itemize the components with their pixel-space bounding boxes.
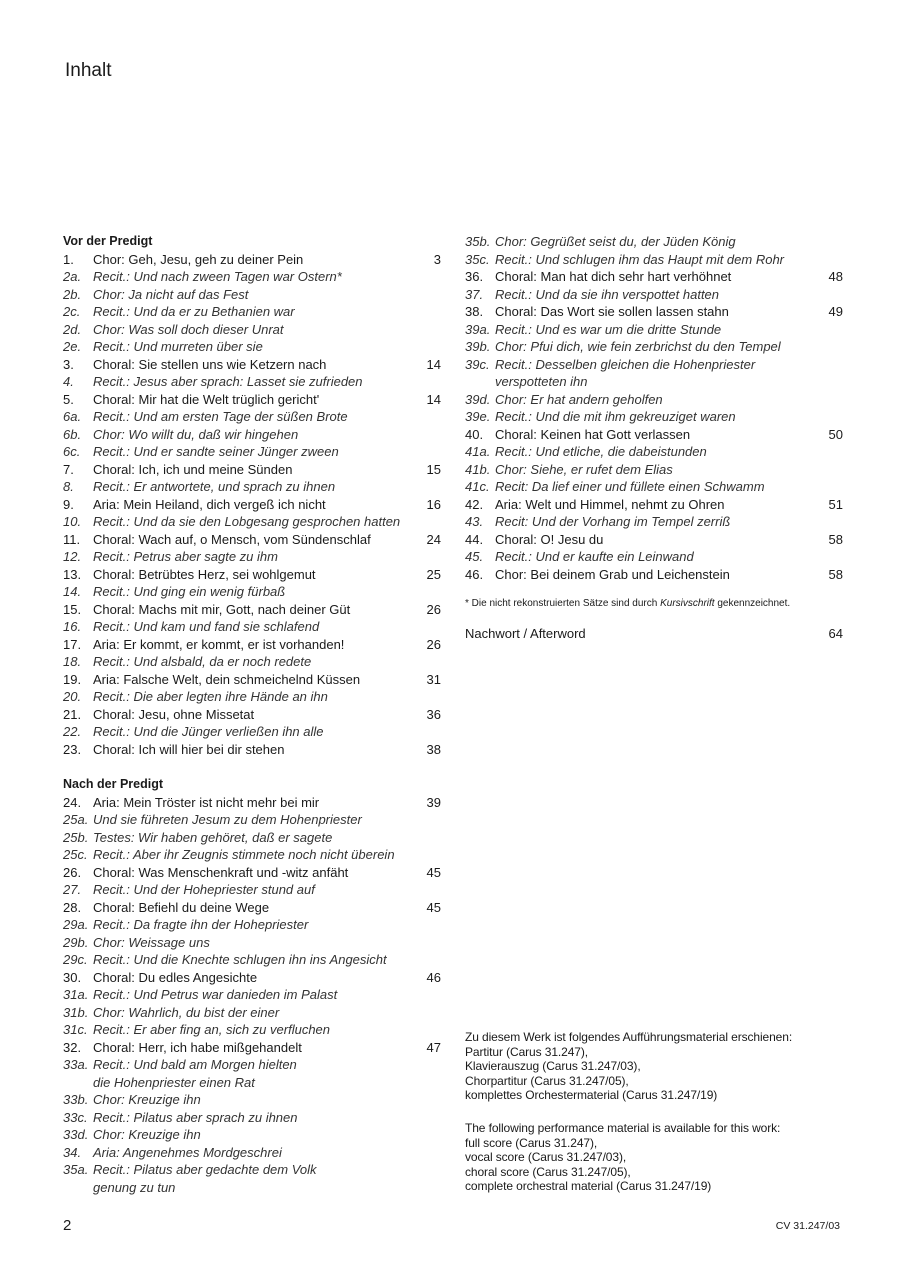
contents-entry (63, 706, 441, 724)
contents-entry (465, 443, 843, 461)
entry-title-continuation: genung zu tun (93, 1179, 176, 1195)
entry-title: Recit.: Und da sie den Lobgesang gesprochen hatten (93, 514, 401, 529)
page-number: 24 (426, 531, 441, 547)
page-number: 47 (426, 1039, 441, 1055)
entry-title: Aria: Falsche Welt, dein schmeichelnd Küssen (93, 671, 361, 687)
entry-title: Recit.: Und er kaufte ein Leinwand (495, 549, 694, 564)
entry-title: Recit.: Und da er zu Bethanien war (93, 304, 295, 319)
contents-entry (63, 566, 441, 584)
contents-entry (63, 461, 441, 479)
entry-title: Choral: Mir hat die Welt trüglich gericht' (93, 391, 320, 407)
entry-number: 33c. (63, 1109, 88, 1125)
contents-entry (63, 408, 441, 426)
contents-list (63, 251, 441, 759)
entry-number: 22. (63, 724, 82, 739)
entry-number: 35a. (63, 1162, 89, 1177)
entry-title: Recit.: Und die mit ihm gekreuziget waren (495, 409, 736, 424)
entry-number: 2e. (63, 339, 82, 354)
entry-title: Recit.: Und murreten über sie (93, 339, 263, 354)
entry-number: 29c. (63, 952, 88, 967)
entry-number: 43. (465, 514, 484, 529)
contents-entry (465, 496, 843, 514)
entry-number: 20. (63, 689, 82, 704)
entry-number: 41a. (465, 444, 491, 459)
contents-entry (63, 986, 441, 1004)
contents-entry (63, 916, 441, 934)
page-number: 49 (828, 304, 843, 319)
entry-number: 6c. (63, 444, 81, 459)
page-number: 38 (426, 741, 441, 757)
entry-title: Choral: O! Jesu du (495, 531, 604, 547)
entry-number: 35b. (465, 234, 491, 249)
entry-title: Recit: Und der Vorhang im Tempel zerriß (495, 514, 731, 529)
entry-title: Choral: Keinen hat Gott verlassen (495, 426, 691, 442)
page-number: 48 (828, 269, 843, 284)
contents-entry (63, 1021, 441, 1039)
entry-title: Chor: Er hat andern geholfen (495, 391, 663, 407)
footer-catalog-code: CV 31.247/03 (775, 1220, 840, 1232)
entry-title: Recit.: Und alsbald, da er noch redete (93, 654, 312, 669)
contents-entry (63, 794, 441, 812)
contents-entry (465, 531, 843, 549)
afterword-title: Nachwort / Afterword (465, 626, 586, 641)
entry-title: Choral: Du edles Angesichte (93, 969, 258, 985)
entry-number: 9. (63, 496, 74, 512)
entry-number: 19. (63, 671, 82, 687)
entry-title: Recit.: Petrus aber sagte zu ihm (93, 549, 278, 564)
entry-number: 15. (63, 601, 82, 617)
entry-title: Recit.: Und am ersten Tage der süßen Brote (93, 409, 348, 424)
contents-left-column (63, 233, 441, 1196)
entry-title: Recit.: Er antwortete, und sprach zu ihnen (93, 479, 336, 494)
contents-entry (63, 1056, 441, 1074)
entry-title: Chor: Wo willt du, daß wir hingehen (93, 426, 299, 442)
contents-entry (63, 548, 441, 566)
entry-title: Chor: Siehe, er rufet dem Elias (495, 461, 673, 477)
entry-number: 42. (465, 496, 484, 512)
contents-entry (465, 303, 843, 321)
page-number: 39 (426, 794, 441, 810)
page-number: 50 (828, 426, 843, 442)
entry-number: 1. (63, 251, 74, 267)
entry-number: 6a. (63, 409, 82, 424)
entry-number: 24. (63, 794, 82, 810)
contents-entry (63, 321, 441, 339)
contents-entry (63, 1004, 441, 1022)
contents-entry (63, 829, 441, 847)
entry-title: Aria: Er kommt, er kommt, er ist vorhanden! (93, 636, 345, 652)
entry-number: 31c. (63, 1022, 88, 1037)
entry-title: Recit.: Und es war um die dritte Stunde (495, 321, 722, 337)
contents-entry (63, 811, 441, 829)
contents-entry (63, 513, 441, 531)
entry-number: 16. (63, 619, 82, 634)
entry-number: 44. (465, 531, 484, 547)
entry-title: Recit.: Und nach zween Tagen war Ostern* (93, 269, 342, 284)
contents-entry (465, 251, 843, 269)
afterword-entry (465, 625, 843, 643)
entry-number: 39a. (465, 321, 491, 337)
entry-number: 27. (63, 882, 82, 897)
entry-title: Choral: Ich will hier bei dir stehen (93, 741, 285, 757)
entry-title: Choral: Machs mit mir, Gott, nach deiner Güt (93, 601, 351, 617)
contents-entry (63, 1144, 441, 1162)
entry-number: 33b. (63, 1092, 89, 1107)
page-number: 25 (426, 566, 441, 582)
contents-entry (465, 426, 843, 444)
entry-number: 39c. (465, 356, 490, 372)
entry-title: Aria: Angenehmes Mordgeschrei (93, 1144, 282, 1160)
contents-entry (465, 321, 843, 339)
entry-title: Recit.: Und bald am Morgen hielten (93, 1057, 297, 1072)
contents-entry (63, 671, 441, 689)
page-number: 46 (426, 969, 441, 985)
contents-entry (63, 531, 441, 549)
entry-title: Recit.: Und die Jünger verließen ihn alle (93, 724, 324, 739)
entry-title: Chor: Weissage uns (93, 934, 210, 950)
entry-number: 12. (63, 549, 82, 564)
page-number: 26 (426, 636, 441, 652)
entry-title: Chor: Gegrüßet seist du, der Jüden König (495, 234, 736, 249)
contents-entry (63, 268, 441, 286)
contents-entry (63, 899, 441, 917)
contents-entry (63, 1126, 441, 1144)
entry-number: 39e. (465, 409, 491, 424)
entry-number: 37. (465, 286, 484, 302)
entry-number: 39d. (465, 391, 491, 407)
entry-number: 40. (465, 426, 484, 442)
contents-entry (63, 618, 441, 636)
page-number: 58 (828, 531, 843, 547)
entry-number: 36. (465, 269, 484, 284)
contents-entry (63, 969, 441, 987)
entry-title: Aria: Welt und Himmel, nehmt zu Ohren (495, 496, 725, 512)
entry-number: 25c. (63, 847, 88, 862)
entry-title: Recit.: Er aber fing an, sich zu verfluchen (93, 1022, 331, 1037)
entry-number: 2a. (63, 269, 82, 284)
entry-number: 13. (63, 566, 82, 582)
entry-title: Aria: Mein Heiland, dich vergeß ich nicht (93, 496, 326, 512)
entry-number: 41b. (465, 461, 491, 477)
contents-entry (63, 303, 441, 321)
entry-number: 29b. (63, 934, 89, 950)
entry-title: Chor: Geh, Jesu, geh zu deiner Pein (93, 251, 304, 267)
page-number: 51 (828, 496, 843, 512)
contents-entry (465, 548, 843, 566)
entry-number: 39b. (465, 339, 491, 354)
entry-number: 34. (63, 1144, 82, 1160)
entry-title: Recit.: Jesus aber sprach: Lasset sie zufrieden (93, 374, 363, 389)
entry-title: Recit.: Und ging ein wenig fürbaß (93, 584, 286, 599)
performance-material-english: The following performance material is available for this work: full score (Carus 31.247), vocal score (Carus 31.247/03), choral score (Carus 31.247/05), complete orchestral material (Carus 31.247/19) (465, 1121, 781, 1193)
contents-entry (63, 688, 441, 706)
contents-entry (63, 338, 441, 356)
contents-entry (465, 478, 843, 496)
entry-number: 31a. (63, 987, 89, 1002)
entry-number: 25b. (63, 829, 89, 845)
entry-number: 31b. (63, 1004, 89, 1020)
entry-title-continuation: die Hohenpriester einen Rat (93, 1074, 255, 1090)
page-number: 3 (433, 251, 441, 267)
page-number: 36 (426, 706, 441, 722)
entry-title: Choral: Sie stellen uns wie Ketzern nach (93, 356, 327, 372)
contents-entry (63, 443, 441, 461)
page-number: 15 (426, 461, 441, 477)
entry-number: 10. (63, 514, 82, 529)
entry-title: Recit.: Und da sie ihn verspottet hatten (495, 286, 720, 302)
entry-title: Recit.: Und die Knechte schlugen ihn ins Angesicht (93, 952, 387, 967)
contents-entry (63, 951, 441, 969)
contents-entry (465, 338, 843, 356)
section-heading: Nach der Predigt (63, 777, 164, 791)
entry-title: Testes: Wir haben gehöret, daß er sagete (93, 829, 333, 845)
contents-entry (465, 356, 843, 374)
contents-entry (63, 391, 441, 409)
entry-number: 14. (63, 584, 82, 599)
entry-title: Recit.: Und Petrus war danieden im Palast (93, 987, 338, 1002)
contents-entry (63, 496, 441, 514)
entry-title: Recit.: Aber ihr Zeugnis stimmete noch nicht überein (93, 847, 395, 862)
entry-number: 3. (63, 356, 74, 372)
contents-list (63, 794, 441, 1197)
entry-title: Recit.: Die aber legten ihre Hände an ihn (93, 689, 328, 704)
entry-title: Choral: Man hat dich sehr hart verhöhnet (495, 269, 732, 284)
contents-entry (63, 1091, 441, 1109)
entry-number: 2d. (63, 321, 82, 337)
entry-number: 28. (63, 899, 82, 915)
contents-entry (63, 881, 441, 899)
contents-entry (465, 268, 843, 286)
entry-number: 17. (63, 636, 82, 652)
contents-entry (63, 478, 441, 496)
contents-entry (63, 1161, 441, 1179)
page-number: 31 (426, 671, 441, 687)
entry-number: 46. (465, 566, 484, 582)
entry-title: Recit.: Da fragte ihn der Hohepriester (93, 917, 309, 932)
entry-title: Recit.: Und schlugen ihm das Haupt mit dem Rohr (495, 251, 785, 267)
entry-number: 26. (63, 864, 82, 880)
performance-material-german: Zu diesem Werk ist folgendes Aufführungsmaterial erschienen: Partitur (Carus 31.247), Klavierauszug (Carus 31.247/03), Chorpartitur (Carus 31.247/05), komplettes Orchestermaterial (Carus 31.247/19) (465, 1030, 793, 1102)
page-number: 14 (426, 356, 441, 372)
entry-title: Recit.: Und kam und fand sie schlafend (93, 619, 320, 634)
page-number: 45 (426, 864, 441, 880)
page-number: 58 (828, 566, 843, 582)
entry-title: Recit.: Und etliche, die dabeistunden (495, 444, 707, 459)
contents-entry (63, 1039, 441, 1057)
footer-page-number: 2 (63, 1217, 72, 1234)
entry-title: Recit: Da lief einer und füllete einen Schwamm (495, 479, 765, 494)
contents-entry (63, 251, 441, 269)
entry-number: 7. (63, 461, 74, 477)
entry-number: 21. (63, 706, 82, 722)
entry-title: Choral: Ich, ich und meine Sünden (93, 461, 293, 477)
entry-number: 2c. (63, 304, 81, 319)
entry-number: 18. (63, 654, 82, 669)
entry-number: 6b. (63, 426, 82, 442)
page-title: Inhalt (65, 60, 112, 81)
entry-number: 11. (63, 531, 81, 547)
entry-title: Chor: Ja nicht auf das Fest (93, 286, 249, 302)
page-number: 16 (426, 496, 441, 512)
contents-entry (63, 636, 441, 654)
entry-title: Und sie führeten Jesum zu dem Hohenpriester (93, 812, 362, 827)
contents-entry (63, 1109, 441, 1127)
entry-number: 45. (465, 549, 484, 564)
entry-title: Recit.: Und der Hohepriester stund auf (93, 882, 315, 897)
contents-right-column (465, 233, 843, 643)
page-number: 45 (426, 899, 441, 915)
contents-entry (63, 601, 441, 619)
contents-entry (465, 566, 843, 584)
entry-number: 30. (63, 969, 82, 985)
entry-title: Recit.: Pilatus aber gedachte dem Volk (93, 1162, 317, 1177)
entry-title: Aria: Mein Tröster ist nicht mehr bei mir (93, 794, 320, 810)
entry-number: 38. (465, 304, 484, 319)
contents-entry (465, 513, 843, 531)
entry-number: 33d. (63, 1127, 89, 1142)
contents-entry (63, 653, 441, 671)
entry-number: 35c. (465, 251, 490, 267)
entry-title: Recit.: Desselben gleichen die Hohenpriester (495, 356, 756, 372)
entry-title: Choral: Befiehl du deine Wege (93, 899, 270, 915)
entry-title: Choral: Herr, ich habe mißgehandelt (93, 1039, 302, 1055)
entry-title: Choral: Das Wort sie sollen lassen stahn (495, 304, 729, 319)
entry-number: 32. (63, 1039, 82, 1055)
entry-title: Recit.: Pilatus aber sprach zu ihnen (93, 1109, 298, 1125)
page-number: 14 (426, 391, 441, 407)
entry-title: Chor: Kreuzige ihn (93, 1092, 201, 1107)
footnote: * Die nicht rekonstruierten Sätze sind durch Kursivschrift gekennzeichnet. (465, 598, 791, 609)
contents-entry (63, 286, 441, 304)
entry-number: 5. (63, 391, 74, 407)
entry-title: Chor: Bei deinem Grab und Leichenstein (495, 566, 730, 582)
entry-title-continuation: verspotteten ihn (495, 374, 588, 389)
entry-title: Choral: Betrübtes Herz, sei wohlgemut (93, 566, 316, 582)
entry-number: 2b. (63, 286, 82, 302)
contents-entry (63, 356, 441, 374)
entry-number: 29a. (63, 917, 89, 932)
entry-title: Chor: Kreuzige ihn (93, 1127, 201, 1142)
entry-title: Choral: Was Menschenkraft und -witz anfäht (93, 864, 349, 880)
contents-entry (63, 583, 441, 601)
contents-entry (63, 934, 441, 952)
contents-entry (63, 846, 441, 864)
contents-entry (63, 741, 441, 759)
contents-list (465, 233, 843, 583)
contents-entry (465, 233, 843, 251)
contents-entry (63, 723, 441, 741)
entry-title: Recit.: Und er sandte seiner Jünger zween (93, 444, 339, 459)
entry-number: 23. (63, 741, 82, 757)
entry-title: Chor: Pfui dich, wie fein zerbrichst du den Tempel (495, 339, 781, 354)
section-heading: Vor der Predigt (63, 234, 153, 248)
contents-entry (63, 864, 441, 882)
entry-title: Chor: Was soll doch dieser Unrat (93, 321, 284, 337)
contents-entry (465, 408, 843, 426)
entry-number: 4. (63, 374, 74, 389)
entry-title: Chor: Wahrlich, du bist der einer (93, 1004, 280, 1020)
contents-entry (465, 391, 843, 409)
contents-entry (63, 373, 441, 391)
contents-entry (465, 461, 843, 479)
entry-number: 8. (63, 479, 74, 494)
page-number: 64 (828, 626, 843, 641)
entry-title: Choral: Wach auf, o Mensch, vom Sündenschlaf (93, 531, 371, 547)
entry-number: 41c. (465, 479, 490, 494)
contents-entry (63, 426, 441, 444)
entry-number: 33a. (63, 1057, 89, 1072)
page-number: 26 (426, 601, 441, 617)
entry-number: 25a. (63, 812, 89, 827)
entry-title: Choral: Jesu, ohne Missetat (93, 706, 255, 722)
contents-entry (465, 286, 843, 304)
